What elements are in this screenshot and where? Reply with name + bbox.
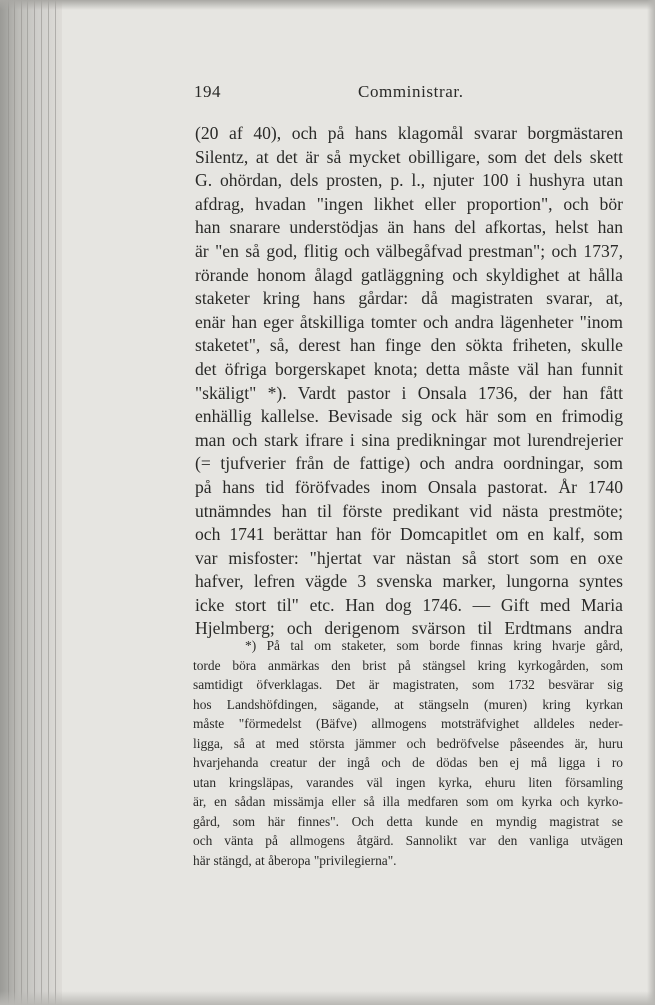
footnote-line: är, en sådan missämja eller så illa medfaren som om kyrka och kyrko- (193, 794, 623, 810)
footnote-line: torde böra anmärkas den brist på stängsel kring kyrkogården, som (193, 657, 623, 673)
footnote (193, 636, 623, 871)
text-line: (= tjufverier från de fattige) och andra oordningar, som (195, 453, 623, 474)
text-line: enhällig kallelse. Bevisade sig ock här som en frimodig (195, 406, 623, 427)
book-spine-shadow (0, 0, 62, 1005)
text-line: afdrag, hvadan "ingen likhet eller proportion", och bör (195, 193, 623, 214)
running-header (190, 82, 630, 106)
text-line: staketer kring hans gårdar: då magistraten svarar, at, (195, 288, 623, 309)
text-line: var misfoster: "hjertat var nästan så stort som en oxe (195, 547, 623, 568)
footnote-line: här stängd, at åberopa "privilegierna". (193, 853, 397, 869)
text-line: rörande honom ålagd gatläggning och skyldighet at hålla (195, 264, 623, 285)
text-line: är "en så god, flitig och välbegåfvad prestman"; och 1737, (195, 240, 623, 261)
text-line: G. ohördan, dels prosten, p. l., njuter 100 i hushyra utan (195, 170, 623, 191)
footnote-line: samtidigt öfverklagas. Det är magistraten, som 1732 besvärar sig (193, 677, 623, 693)
footnote-line: måste "förmedelst (Bäfve) allmogens motsträfvighet alldeles neder- (193, 716, 623, 732)
text-line: hafver, lefren vägde 3 svenska marker, lungorna syntes (195, 571, 623, 592)
footnote-line: utan kringsläpas, varandes väl ingen kyrka, ehuru liten församling (193, 774, 623, 790)
footnote-line: gård, som här finnes". Och detta kunde en myndig magistrat se (193, 813, 623, 829)
text-line: staketet", så, derest han finge den sökta friheten, skulle (195, 335, 623, 356)
running-title: Comministrar. (358, 82, 464, 101)
text-line: på hans tid föröfvades inom Onsala pastorat. År 1740 (195, 476, 623, 497)
footnote-line: hvarjehanda creatur der ingå och de dödas ben ej må ligga i ro (193, 755, 623, 771)
text-line: utnämndes han til förste predikant vid nästa prestmöte; (195, 500, 623, 521)
text-line: man och stark ifrare i sina predikningar mot lurendrejerier (195, 429, 623, 450)
text-line: Hjelmberg; och derigenom svärson til Erdtmans andra (195, 618, 623, 639)
text-line: icke stort til" etc. Han dog 1746. — Gift med Maria (195, 594, 623, 615)
footnote-line: ligga, så at med största jämmer och bedröfvelse påseendes är, huru (193, 735, 623, 751)
footnote-line: *) På tal om staketer, som borde finnas kring hvarje gård, (245, 638, 623, 653)
text-line: han snarare understödjas än hans del afkortas, helst han (195, 217, 623, 238)
page-number: 194 (194, 82, 221, 101)
text-line: (20 af 40), och på hans klagomål svarar borgmästaren (195, 123, 623, 143)
text-line: och 1741 berättar han för Domcapitlet om en kalf, som (195, 524, 623, 545)
text-line: "skäligt" *). Vardt pastor i Onsala 1736, der han fått (195, 382, 623, 403)
footnote-line: hos Landshöfdingen, sägande, at stängseln (muren) kring kyrkan (193, 696, 623, 712)
text-line: enär han eger åtskilliga tomter och andra lägenheter "inom (195, 311, 623, 332)
footnote-line: och vänta på allmogens åtgärd. Sannolikt var den vanliga utvägen (193, 833, 623, 849)
main-text (195, 122, 623, 641)
text-line: Silentz, at det är så mycket obilligare, som det dels skett (195, 146, 623, 167)
text-line: det öfriga borgerskapet knota; detta måste väl han funnit (195, 358, 623, 379)
